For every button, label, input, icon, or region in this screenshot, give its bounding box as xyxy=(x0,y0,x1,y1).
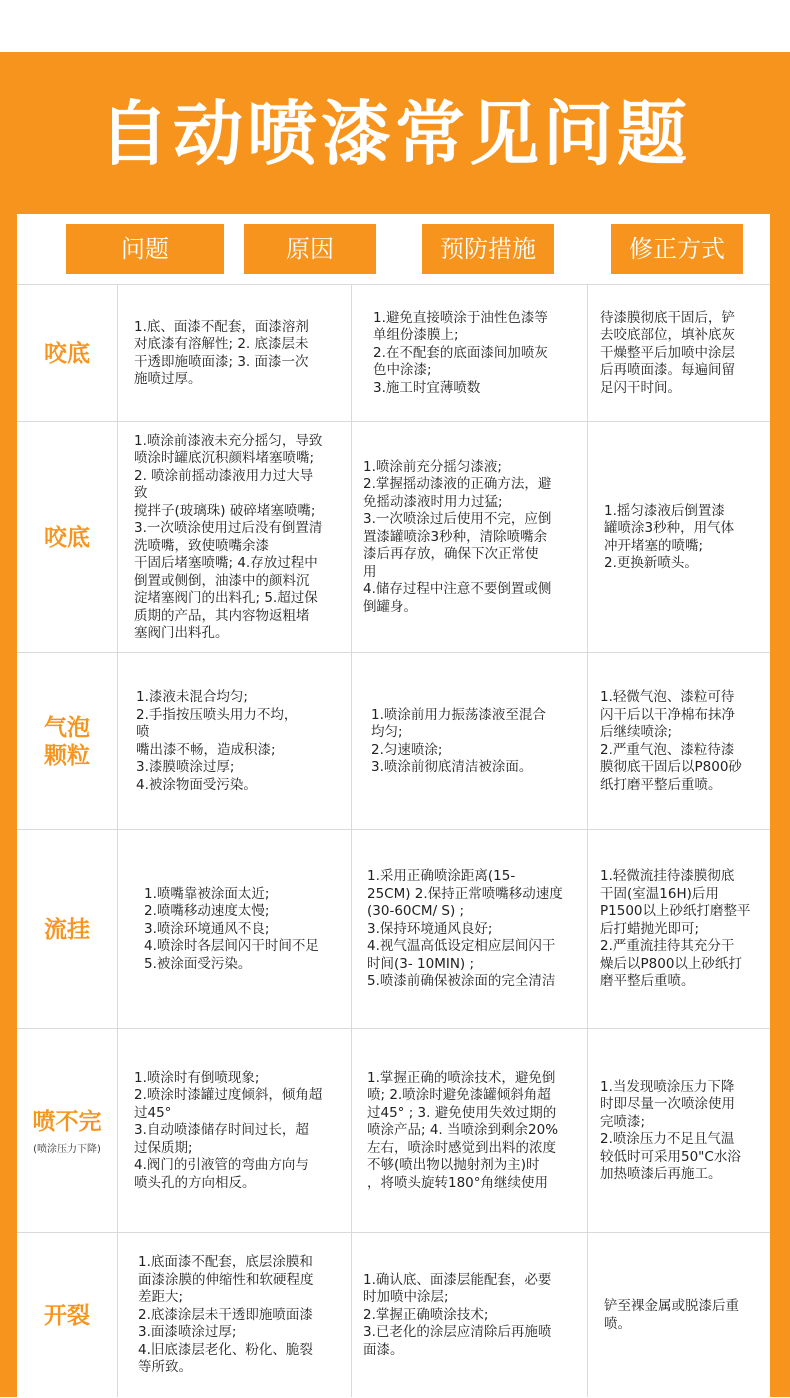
fix-cell xyxy=(600,653,768,830)
prevention-text: 1.采用正确喷涂距离(15- 25CM) 2.保持正常喷嘴移动速度 (30-60CM/ S) ; 3.保持环境通风良好; 4.视气温高低设定相应层间闪干 时间(3- 10MIN) ; 5.喷漆前确保被涂面的完全清洁 xyxy=(367,868,563,990)
cause-text: 1.底面漆不配套，底层涂膜和 面漆涂膜的伸缩性和软硬程度 差距大; 2.底漆涂层未干透即施喷面漆 3.面漆喷涂过厚; 4.旧底漆层老化、粉化、脆裂 等所致。 xyxy=(138,1254,314,1376)
fix-text: 1.当发现喷涂压力下降 时即尽量一次喷涂使用 完喷漆; 2.喷涂压力不足且气温 较低时可采用50"C水浴 加热喷漆后再施工。 xyxy=(600,1078,741,1182)
cause-text: 1.喷涂时有倒喷现象; 2.喷涂时漆罐过度倾斜，倾角超 过45° 3.自动喷漆储存时间过长，超 过保质期; 4.阀门的引液管的弯曲方向与 喷头孔的方向相反。 xyxy=(134,1069,323,1191)
problem-label: 咬底 xyxy=(44,340,90,367)
table-header xyxy=(17,214,770,284)
header-cause: 原因 xyxy=(244,224,376,274)
problem-cell xyxy=(17,285,117,422)
table-row xyxy=(17,284,770,422)
fix-text: 1.轻微气泡、漆粒可待 闪干后以干净棉布抹净 后继续喷涂; 2.严重气泡、漆粒待漆 膜彻底干固后以P800砂 纸打磨平整后重喷。 xyxy=(600,689,742,793)
cause-cell xyxy=(136,653,349,830)
prevention-cell xyxy=(371,653,585,830)
prevention-text: 1.避免直接喷涂于油性色漆等 单组份漆膜上; 2.在不配套的底面漆间加喷灰 色中涂漆; 3.施工时宜薄喷数 xyxy=(373,309,548,396)
header-prevention: 预防措施 xyxy=(422,224,554,274)
problem-cell xyxy=(17,653,117,830)
fix-text: 铲至裸金属或脱漆后重 喷。 xyxy=(604,1298,739,1332)
header-problem: 问题 xyxy=(66,224,224,274)
table-row xyxy=(17,421,770,653)
problem-sublabel: (喷涂压力下降) xyxy=(33,1143,101,1155)
top-margin xyxy=(0,0,790,52)
prevention-text: 1.喷涂前充分摇匀漆液; 2.掌握摇动漆液的正确方法，避 免摇动漆液时用力过猛; 3.一次喷涂过后使用不完，应倒 置漆罐喷涂3秒种，清除喷嘴余 漆后再存放，确保下次正常使 用 4.储存过程中注意不要倒置或侧 倒罐身。 xyxy=(363,458,552,615)
fix-cell xyxy=(600,1029,768,1233)
cause-cell xyxy=(134,285,349,422)
table-row xyxy=(17,652,770,830)
problem-label: 流挂 xyxy=(44,916,90,943)
cause-cell xyxy=(134,422,349,653)
table-row xyxy=(17,829,770,1029)
prevention-text: 1.喷涂前用力振荡漆液至混合 均匀; 2.匀速喷涂; 3.喷涂前彻底清洁被涂面。 xyxy=(371,706,546,775)
cause-text: 1.底、面漆不配套，面漆溶剂 对底漆有溶解性; 2. 底漆层未 干透即施喷面漆; 3. 面漆一次 施喷过厚。 xyxy=(134,318,309,387)
fix-cell xyxy=(604,422,768,653)
fix-cell xyxy=(604,1233,768,1398)
prevention-cell xyxy=(373,285,585,422)
cause-text: 1.喷涂前漆液未充分摇匀，导致 喷涂时罐底沉积颜料堵塞喷嘴; 2. 喷涂前摇动漆液用力过大导 致 搅拌子(玻璃珠) 破碎堵塞喷嘴; 3.一次喷涂使用过后没有倒置清 洗喷嘴，致使喷嘴余漆 干固后堵塞喷嘴; 4.存放过程中 倒置或侧倒，油漆中的颜料沉 淀堵塞阀门的出料孔; 5.超过保 质期的产品，其内容物返粗堵 塞阀门出料孔。 xyxy=(134,432,323,641)
fix-text: 待漆膜彻底干固后，铲 去咬底部位，填补底灰 干燥整平后加喷中涂层 后再喷面漆。每遍间留 足闪干时间。 xyxy=(600,309,735,396)
header-fix: 修正方式 xyxy=(611,224,743,274)
problem-label: 喷不完 xyxy=(32,1108,102,1135)
fix-cell xyxy=(600,830,770,1029)
prevention-cell xyxy=(367,830,585,1029)
table-row xyxy=(17,1232,770,1398)
faq-table xyxy=(17,214,770,1397)
fix-text: 1.轻微流挂待漆膜彻底 干固(室温16H)后用 P1500以上砂纸打磨整平 后打蜡抛光即可; 2.严重流挂待其充分干 燥后以P800以上砂纸打 磨平整后重喷。 xyxy=(600,868,751,990)
problem-label: 气泡 颗粒 xyxy=(44,714,90,769)
cause-cell xyxy=(134,1029,349,1233)
fix-cell xyxy=(600,285,768,422)
cause-cell xyxy=(144,830,349,1029)
cause-text: 1.喷嘴靠被涂面太近; 2.喷嘴移动速度太慢; 3.喷涂环境通风不良; 4.喷涂时各层间闪干时间不足 5.被涂面受污染。 xyxy=(144,885,319,972)
table-row xyxy=(17,1028,770,1233)
cause-cell xyxy=(138,1233,349,1398)
problem-cell xyxy=(17,1029,117,1233)
problem-cell xyxy=(17,1233,117,1398)
problem-cell xyxy=(17,422,117,653)
prevention-text: 1.掌握正确的喷涂技术，避免倒 喷; 2.喷涂时避免漆罐倾斜角超 过45° ; 3. 避免使用失效过期的 喷涂产品; 4. 当喷涂到剩余20% 左右，喷涂时感觉到出料的浓度 不够(喷出物以抛射剂为主)时 ，将喷头旋转180°角继续使用 xyxy=(367,1069,559,1191)
problem-label: 咬底 xyxy=(44,524,90,551)
problem-cell xyxy=(17,830,117,1029)
prevention-cell xyxy=(363,422,585,653)
prevention-text: 1.确认底、面漆层能配套，必要 时加喷中涂层; 2.掌握正确喷涂技术; 3.已老化的涂层应清除后再施喷 面漆。 xyxy=(363,1271,552,1358)
prevention-cell xyxy=(363,1233,585,1398)
page-title: 自动喷漆常见问题 xyxy=(99,93,691,175)
fix-text: 1.摇匀漆液后倒置漆 罐喷涂3秒种，用气体 冲开堵塞的喷嘴; 2.更换新喷头。 xyxy=(604,502,735,571)
prevention-cell xyxy=(367,1029,585,1233)
problem-label: 开裂 xyxy=(44,1302,90,1329)
cause-text: 1.漆液未混合均匀; 2.手指按压喷头用力不均， 喷 嘴出漆不畅，造成积漆; 3.漆膜喷涂过厚; 4.被涂物面受污染。 xyxy=(136,689,298,793)
